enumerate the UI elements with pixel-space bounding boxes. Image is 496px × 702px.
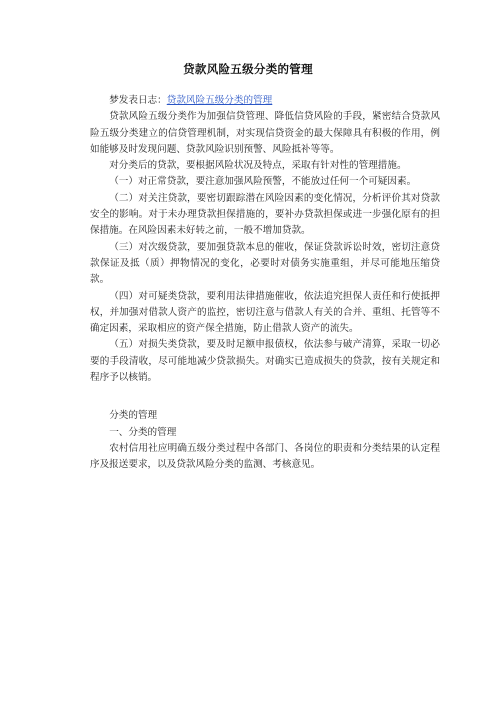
author-prefix: 梦发表日志： (109, 95, 167, 106)
paragraph-attention-loans: （二）对关注贷款，要密切跟踪潜在风险因素的变化情况，分析评价其对贷款安全的影响。对于未办理贷款担保措施的，要补办贷款担保或进一步强化原有的担保措施。在风险因素未好转之前，一般不增加贷款。 (90, 192, 440, 237)
article-link[interactable]: 贷款风险五级分类的管理 (166, 95, 273, 106)
document-title: 贷款风险五级分类的管理 (183, 62, 313, 76)
section-heading: 分类的管理 (109, 410, 158, 422)
paragraph-substandard-loans: （三）对次级贷款，要加强贷款本息的催收，保证贷款诉讼时效，密切注意贷款保证及抵（质）押物情况的变化，必要时对债务实施重组，并尽可能地压缩贷款。 (90, 241, 440, 286)
document-body (90, 93, 440, 474)
paragraph-management: 农村信用社应明确五级分类过程中各部门、各岗位的职责和分类结果的认定程序及报送要求，以及贷款风险分类的监测、考核意见。 (90, 442, 440, 471)
paragraph-measures: 对分类后的贷款，要根据风险状况及特点，采取有针对性的管理措施。 (109, 160, 407, 172)
paragraph-doubtful-loans: （四）对可疑类贷款，要利用法律措施催收，依法追究担保人责任和行使抵押权，并加强对借款人资产的监控，密切注意与借款人有关的合并、重组、托管等不确定因素，采取相应的资产保全措施，防止借款人资产的流失。 (90, 290, 440, 335)
paragraph-loss-loans: （五）对损失类贷款，要及时足额申报债权，依法参与破产清算，采取一切必要的手段清收，尽可能地减少贷款损失。对确实已造成损失的贷款，按有关规定和程序予以核销。 (90, 339, 440, 384)
paragraph-intro: 贷款风险五级分类作为加强信贷管理、降低信贷风险的手段，紧密结合贷款风险五级分类建立的信贷管理机制，对实现信贷资金的最大保障具有积极的作用，例如能够及时发现问题、贷款风险识别预警、风险抵补等等。 (90, 111, 440, 155)
paragraph-normal-loans: （一）对正常贷款，要注意加强风险预警，不能放过任何一个可疑因素。 (109, 176, 417, 188)
author-line (90, 93, 440, 109)
subsection-heading: 一、分类的管理 (109, 426, 177, 438)
section-spacer (90, 386, 440, 408)
